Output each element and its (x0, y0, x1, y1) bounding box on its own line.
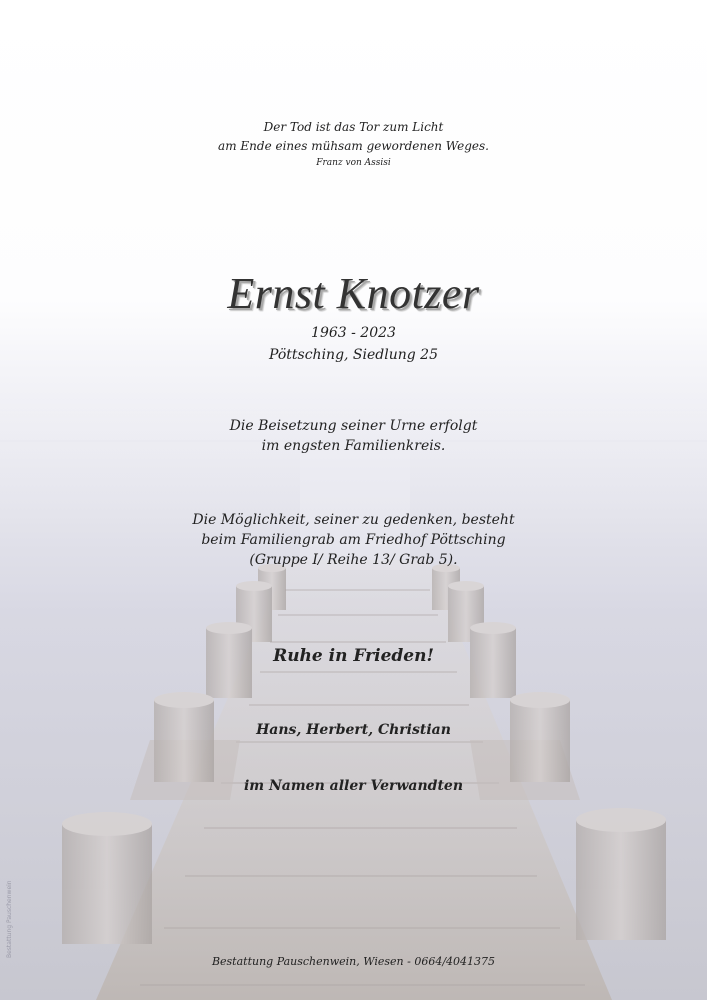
quote-author: Franz von Assisi (316, 158, 391, 168)
image-credit: Bestattung Pauschenwein (6, 880, 13, 958)
mourners-names: Hans, Herbert, Christian (256, 722, 451, 738)
remembrance-notice (0, 510, 707, 570)
remembrance-line-2: beim Familiengrab am Friedhof Pöttsching (201, 532, 506, 548)
quote-line-2: am Ende eines mühsam gewordenen Weges. (218, 139, 489, 153)
quote-line-1: Der Tod ist das Tor zum Licht (263, 120, 444, 134)
remembrance-line-3: (Gruppe I/ Reihe 13/ Grab 5). (249, 552, 458, 568)
funeral-home-footer: Bestattung Pauschenwein, Wiesen - 0664/4041375 (211, 955, 496, 968)
family-note: im Namen aller Verwandten (243, 778, 464, 794)
farewell-text: Ruhe in Frieden! (273, 646, 434, 666)
burial-line-2: im engsten Familienkreis. (261, 438, 446, 454)
quote-block (0, 118, 707, 170)
remembrance-line-1: Die Möglichkeit, seiner zu gedenken, besteht (192, 512, 515, 528)
burial-line-1: Die Beisetzung seiner Urne erfolgt (229, 418, 478, 434)
life-details (0, 322, 707, 366)
deceased-name: Ernst Knotzer (227, 269, 480, 318)
burial-notice (0, 416, 707, 456)
address: Pöttsching, Siedlung 25 (269, 347, 438, 363)
life-years: 1963 - 2023 (311, 325, 396, 341)
